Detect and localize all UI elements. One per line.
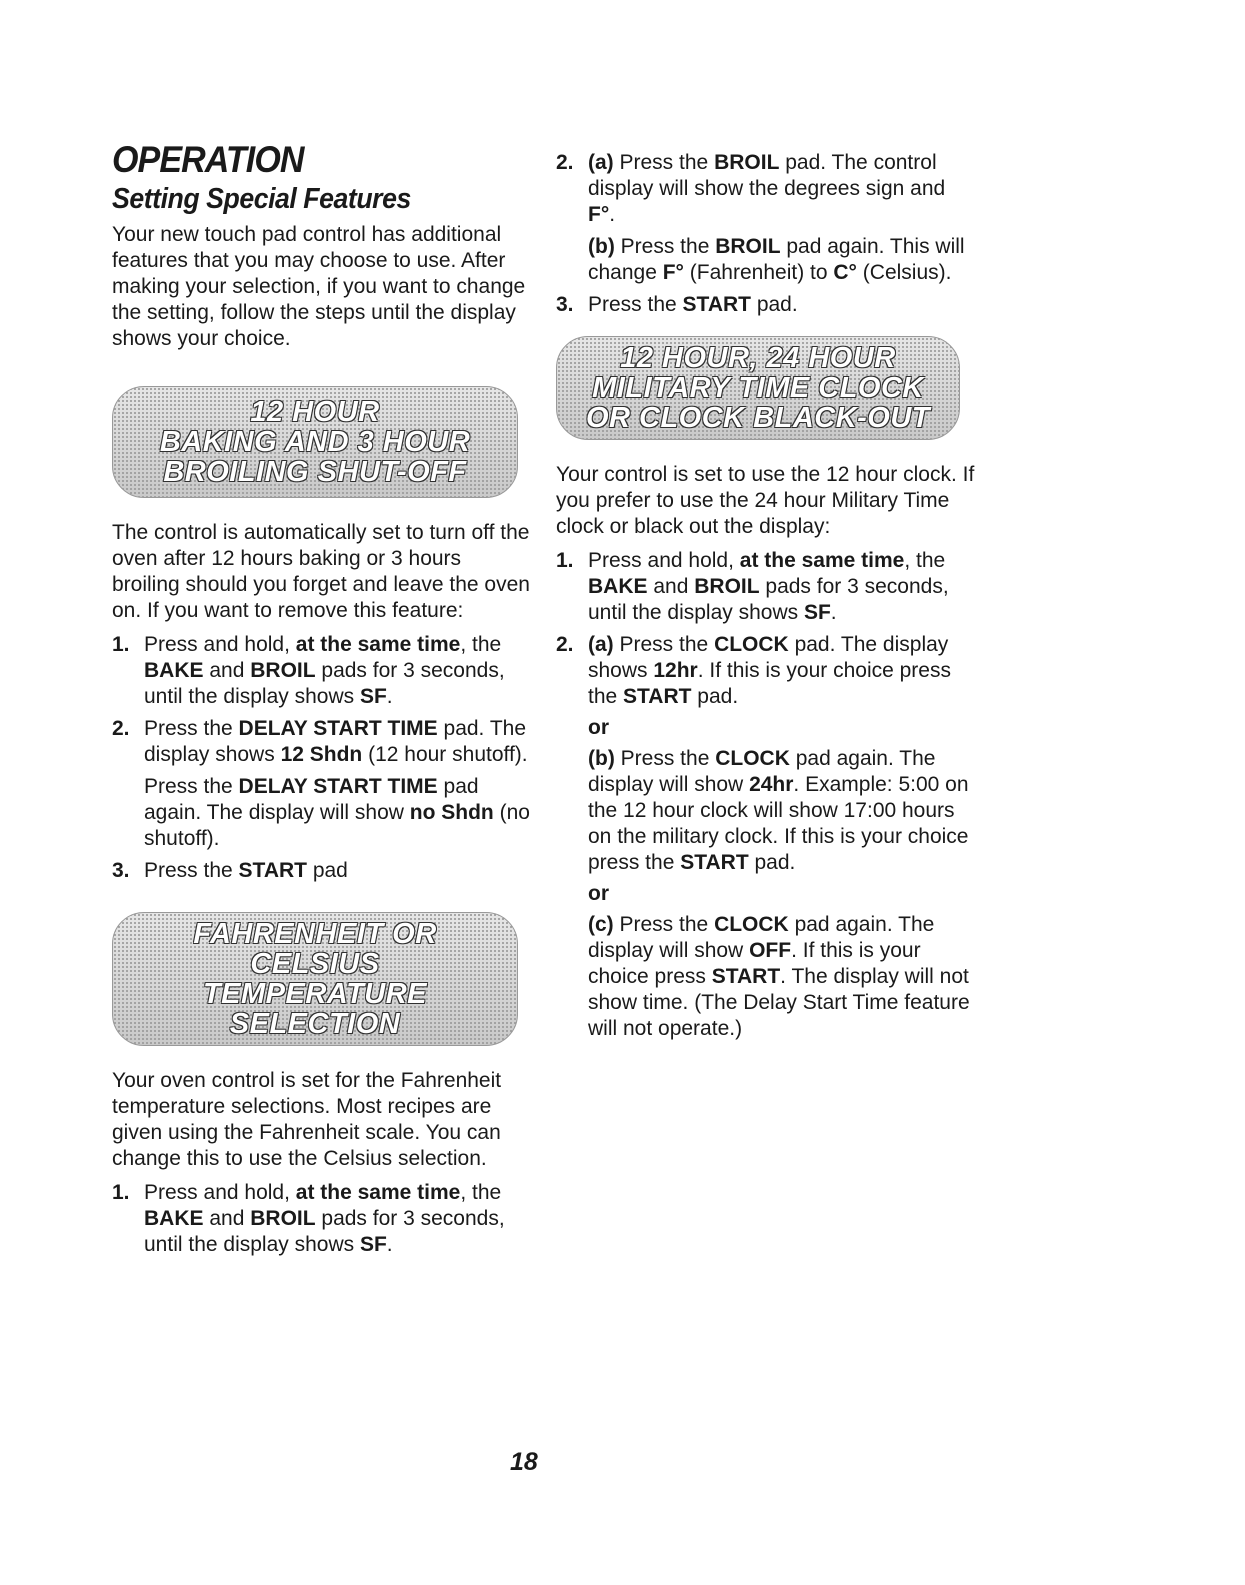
step-text: (c) Press the CLOCK pad again. The display will show OFF. If this is your choice press START. The display will not show time. (The Delay Start Time feature will not operate.) — [588, 913, 970, 1040]
step-number: 2. — [556, 151, 574, 174]
step-text: Press and hold, at the same time, the BAKE and BROIL pads for 3 seconds, until the display shows SF. — [588, 549, 949, 624]
clock-intro: Your control is set to use the 12 hour clock. If you prefer to use the 24 hour Military Time clock or black out the display: — [556, 463, 975, 538]
step-number: 1. — [112, 633, 130, 656]
step-text: Press and hold, at the same time, the BAKE and BROIL pads for 3 seconds, until the display shows SF. — [144, 1181, 505, 1256]
or-label: or — [588, 882, 609, 905]
step-text: Press and hold, at the same time, the BAKE and BROIL pads for 3 seconds, until the display shows SF. — [144, 633, 505, 708]
temperature-step-3 — [556, 292, 976, 318]
or-label: or — [588, 716, 609, 739]
step-number: 2. — [556, 633, 574, 656]
step-number: 1. — [112, 1181, 130, 1204]
shutoff-banner — [112, 386, 518, 498]
step-number — [556, 912, 588, 1042]
intro-paragraph: Your new touch pad control has additional features that you may choose to use. After making your selection, if you want to change the setting, follow the steps until the display shows your choice. — [112, 223, 526, 350]
banner-line: OR CLOCK BLACK-OUT — [585, 402, 931, 434]
left-column — [112, 140, 532, 1264]
step-text: (a) Press the CLOCK pad. The display shows 12hr. If this is your choice press the START pad. — [588, 633, 951, 708]
clock-step-2b — [556, 746, 976, 876]
banner-line: 12 HOUR — [250, 396, 380, 428]
shutoff-step-3 — [112, 858, 532, 884]
step-number: 2. — [112, 717, 130, 740]
section-subtitle: Setting Special Features — [112, 183, 411, 215]
step-text: Press the START pad — [144, 859, 348, 882]
step-number: 1. — [556, 549, 574, 572]
banner-line: TEMPERATURE SELECTION — [202, 978, 428, 1040]
banner-line: 12 HOUR, 24 HOUR — [620, 342, 896, 374]
step-number: 3. — [112, 859, 130, 882]
shutoff-intro: The control is automatically set to turn off the oven after 12 hours baking or 3 hours broiling should you forget and leave the oven on. If you want to remove this feature: — [112, 521, 530, 622]
clock-step-2c — [556, 912, 976, 1042]
step-number: 3. — [556, 293, 574, 316]
page-number: 18 — [510, 1448, 538, 1476]
banner-line: BROILING SHUT-OFF — [163, 456, 467, 488]
temperature-intro: Your oven control is set for the Fahrenheit temperature selections. Most recipes are given using the Fahrenheit scale. You can change this to use the Celsius selection. — [112, 1069, 502, 1170]
banner-line: BAKING AND 3 HOUR — [159, 426, 471, 458]
shutoff-step-1 — [112, 632, 532, 710]
temperature-step-2 — [556, 150, 976, 286]
temperature-banner — [112, 912, 518, 1046]
step-text: Press the DELAY START TIME pad. The display shows 12 Shdn (12 hour shutoff). Press the DELAY START TIME pad again. The display will show no Shdn (no shutoff). — [144, 717, 530, 850]
banner-line: MILITARY TIME CLOCK — [592, 372, 924, 404]
step-number — [556, 746, 588, 876]
clock-step-1 — [556, 548, 976, 626]
step-text: Press the START pad. — [588, 293, 798, 316]
step-text: (a) Press the BROIL pad. The control display will show the degrees sign and F°. (b) Press the BROIL pad again. This will change F° (Fahrenheit) to C° (Celsius). — [588, 151, 965, 284]
clock-step-2 — [556, 632, 976, 710]
temperature-step-1 — [112, 1180, 532, 1258]
step-text: (b) Press the CLOCK pad again. The display will show 24hr. Example: 5:00 on the 12 hour clock will show 17:00 hours on the military clock. If this is your choice press the START pad. — [588, 747, 969, 874]
right-column — [556, 150, 976, 1048]
shutoff-step-2 — [112, 716, 532, 852]
clock-banner — [556, 336, 960, 440]
banner-line: FAHRENHEIT OR CELSIUS — [193, 918, 437, 980]
section-title: OPERATION — [112, 139, 304, 180]
